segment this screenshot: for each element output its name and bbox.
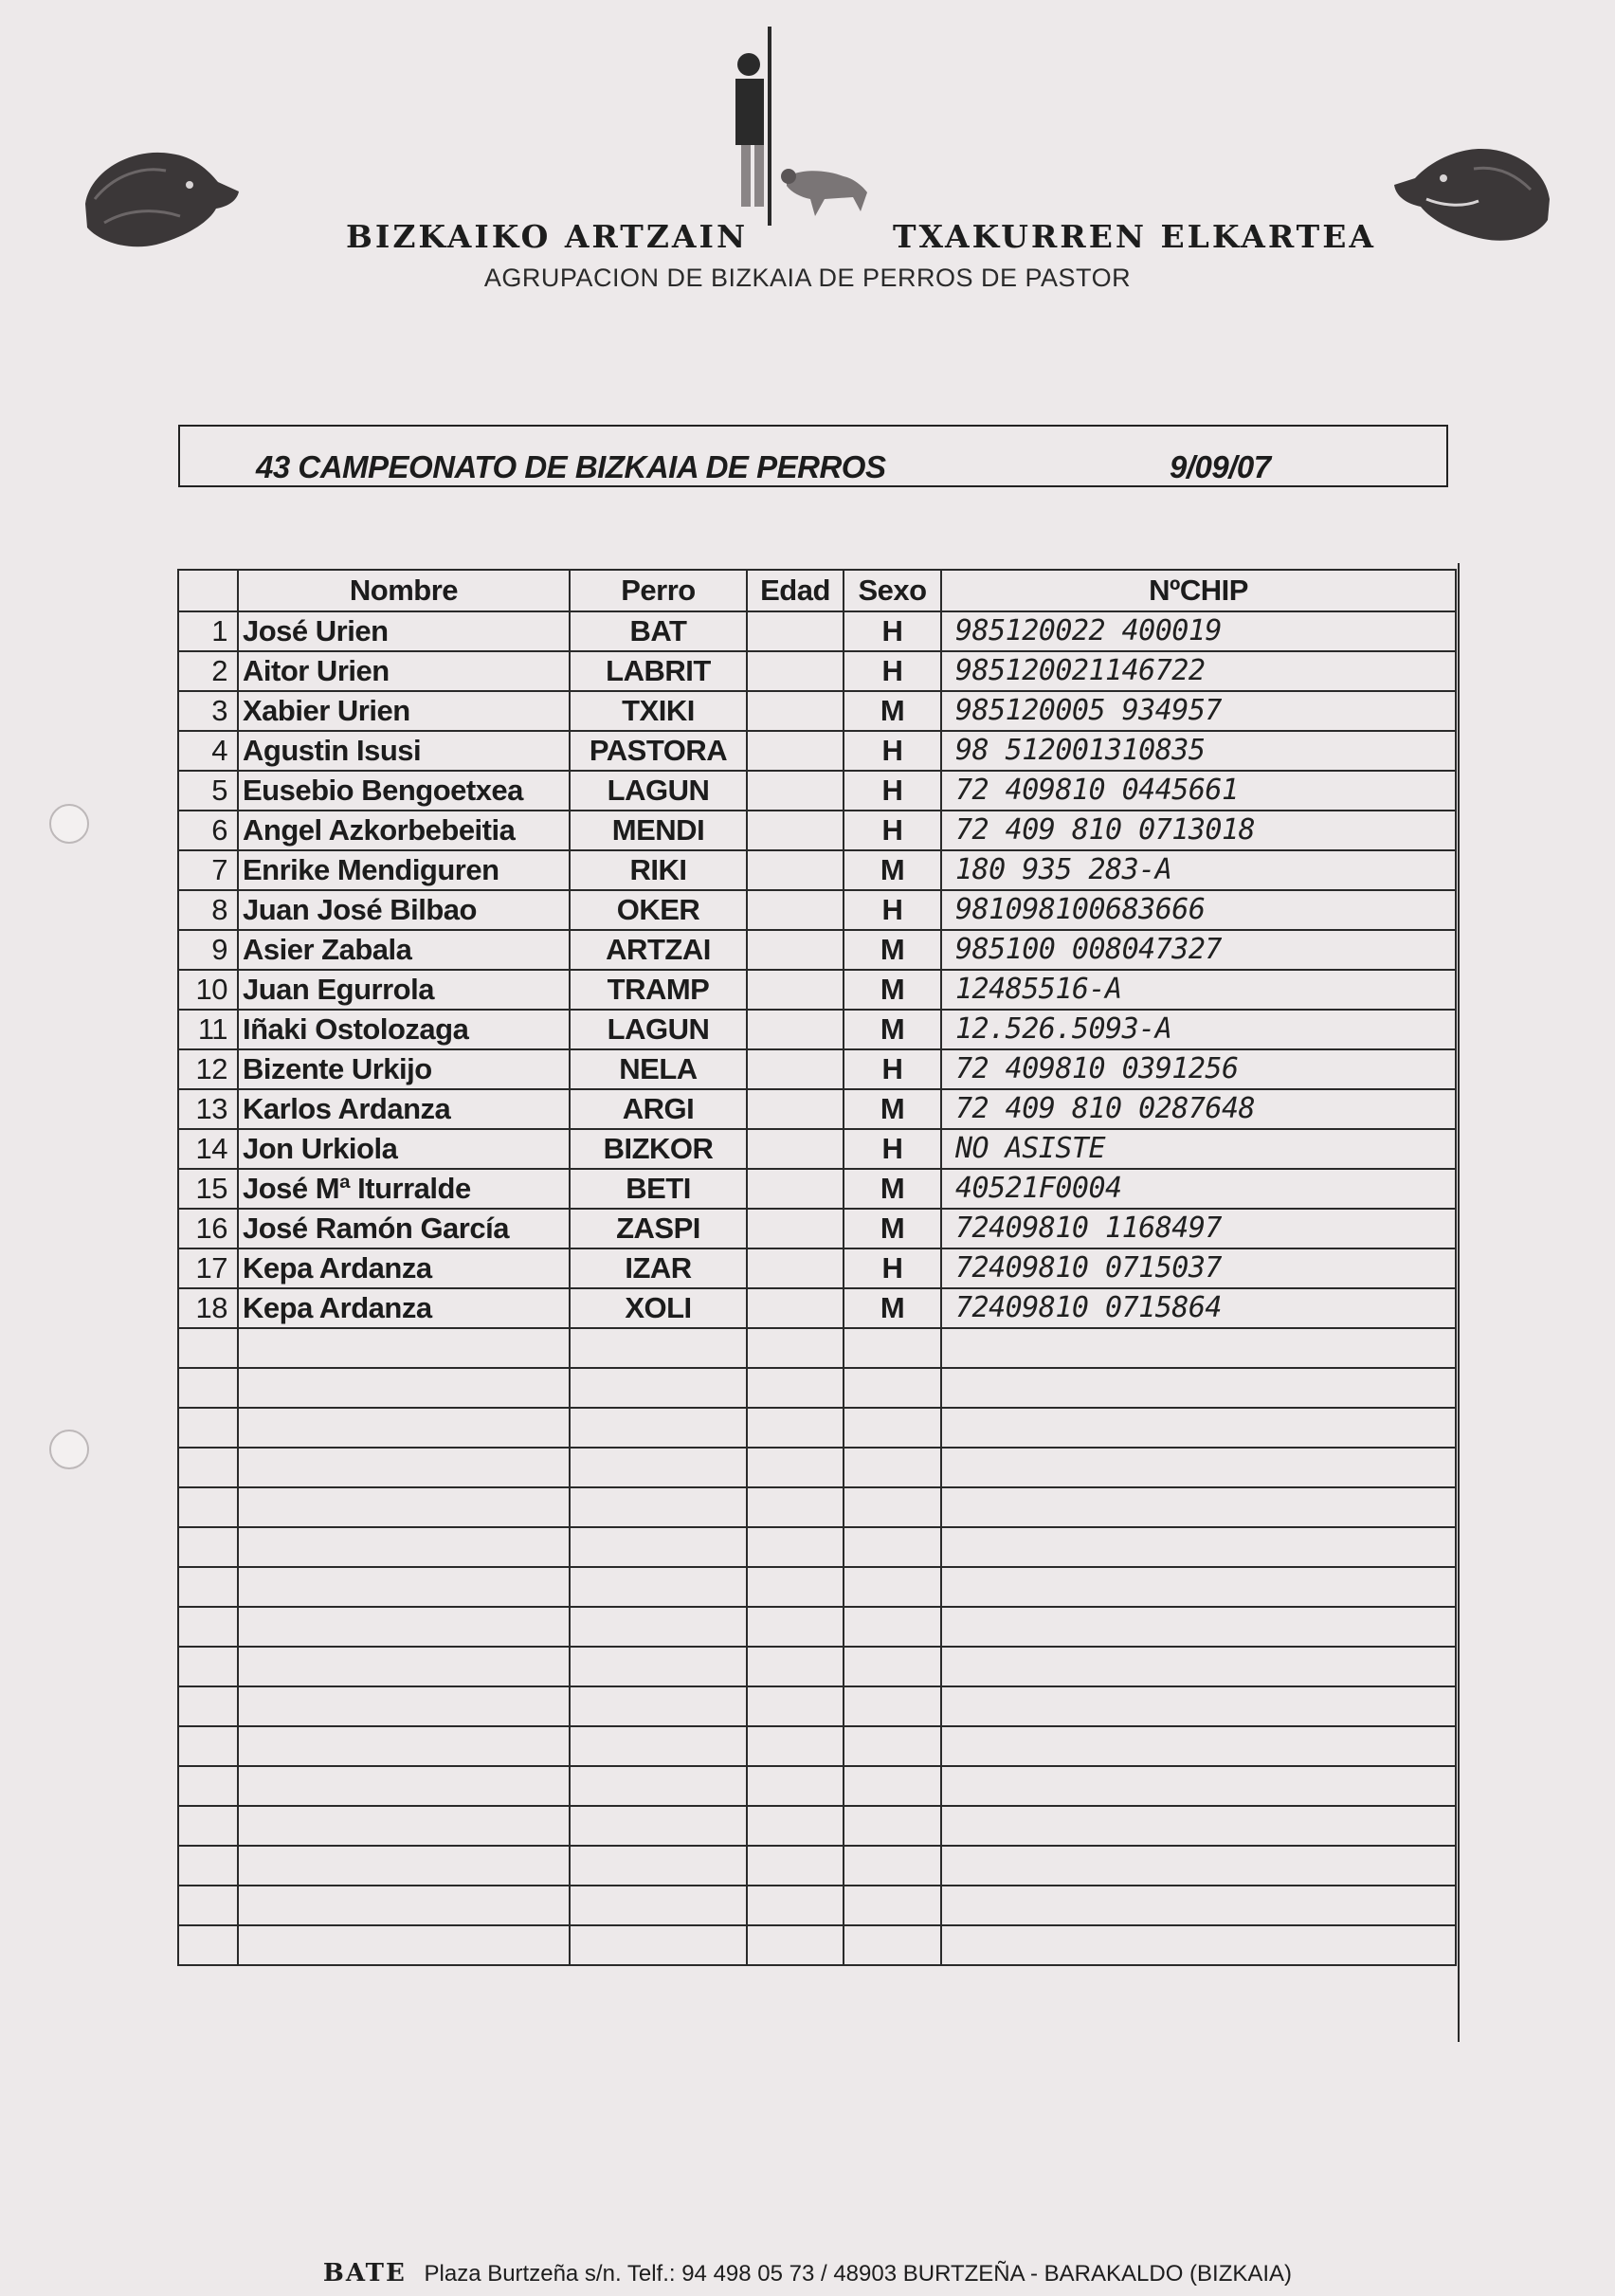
empty-cell — [570, 1647, 747, 1686]
row-chip: 985100 008047327 — [941, 930, 1456, 970]
empty-table-row — [178, 1567, 1456, 1607]
empty-cell — [570, 1607, 747, 1647]
row-nombre: José Urien — [238, 611, 570, 651]
empty-cell — [941, 1328, 1456, 1368]
row-edad — [747, 691, 844, 731]
empty-cell — [747, 1328, 844, 1368]
empty-table-row — [178, 1726, 1456, 1766]
empty-cell — [570, 1726, 747, 1766]
empty-cell — [844, 1726, 941, 1766]
table-row — [178, 1248, 1456, 1288]
row-nombre: Asier Zabala — [238, 930, 570, 970]
empty-cell — [747, 1527, 844, 1567]
row-perro: ARGI — [570, 1089, 747, 1129]
row-nombre: Eusebio Bengoetxea — [238, 771, 570, 811]
empty-cell — [238, 1686, 570, 1726]
row-chip: 72 409810 0445661 — [941, 771, 1456, 811]
row-chip: 985120005 934957 — [941, 691, 1456, 731]
row-nombre: Karlos Ardanza — [238, 1089, 570, 1129]
empty-cell — [570, 1487, 747, 1527]
empty-cell — [178, 1527, 238, 1567]
row-chip: 985120022 400019 — [941, 611, 1456, 651]
table-row — [178, 1209, 1456, 1248]
row-number: 17 — [178, 1248, 238, 1288]
empty-cell — [570, 1766, 747, 1806]
header-chip: NºCHIP — [941, 570, 1456, 611]
table-row — [178, 850, 1456, 890]
empty-cell — [238, 1726, 570, 1766]
empty-cell — [844, 1925, 941, 1965]
empty-table-row — [178, 1647, 1456, 1686]
row-nombre: Enrike Mendiguren — [238, 850, 570, 890]
row-edad — [747, 1129, 844, 1169]
row-nombre: Kepa Ardanza — [238, 1288, 570, 1328]
empty-cell — [844, 1846, 941, 1886]
row-nombre: José Mª Iturralde — [238, 1169, 570, 1209]
row-number: 3 — [178, 691, 238, 731]
empty-cell — [570, 1328, 747, 1368]
empty-cell — [747, 1408, 844, 1448]
empty-cell — [941, 1686, 1456, 1726]
row-edad — [747, 611, 844, 651]
table-header-row — [178, 570, 1456, 611]
footer — [0, 2259, 1615, 2287]
empty-cell — [178, 1686, 238, 1726]
table-row — [178, 930, 1456, 970]
row-chip: 985120021146722 — [941, 651, 1456, 691]
empty-cell — [844, 1607, 941, 1647]
empty-cell — [747, 1487, 844, 1527]
row-sexo: M — [844, 691, 941, 731]
row-number: 18 — [178, 1288, 238, 1328]
row-edad — [747, 771, 844, 811]
row-sexo: H — [844, 1129, 941, 1169]
empty-cell — [941, 1607, 1456, 1647]
row-edad — [747, 1049, 844, 1089]
table-row — [178, 970, 1456, 1010]
row-nombre: Aitor Urien — [238, 651, 570, 691]
empty-cell — [747, 1368, 844, 1408]
empty-cell — [570, 1527, 747, 1567]
empty-cell — [178, 1607, 238, 1647]
empty-table-row — [178, 1925, 1456, 1965]
row-sexo: H — [844, 651, 941, 691]
empty-cell — [178, 1886, 238, 1925]
table-row — [178, 771, 1456, 811]
dog-head-right-illustration — [1388, 133, 1559, 246]
row-edad — [747, 731, 844, 771]
row-nombre: Jon Urkiola — [238, 1129, 570, 1169]
empty-cell — [941, 1925, 1456, 1965]
empty-cell — [178, 1766, 238, 1806]
empty-cell — [747, 1925, 844, 1965]
row-number: 2 — [178, 651, 238, 691]
table-row — [178, 1169, 1456, 1209]
row-number: 7 — [178, 850, 238, 890]
empty-cell — [238, 1925, 570, 1965]
empty-cell — [238, 1448, 570, 1487]
row-edad — [747, 930, 844, 970]
table-row — [178, 811, 1456, 850]
row-nombre: Juan Egurrola — [238, 970, 570, 1010]
row-chip: 72 409 810 0713018 — [941, 811, 1456, 850]
row-nombre: Angel Azkorbebeitia — [238, 811, 570, 850]
empty-cell — [844, 1766, 941, 1806]
row-perro: OKER — [570, 890, 747, 930]
table-row — [178, 691, 1456, 731]
event-date: 9/09/07 — [1170, 449, 1271, 484]
row-edad — [747, 1169, 844, 1209]
row-chip: 72409810 0715864 — [941, 1288, 1456, 1328]
empty-cell — [178, 1846, 238, 1886]
row-number: 14 — [178, 1129, 238, 1169]
empty-cell — [570, 1925, 747, 1965]
empty-cell — [941, 1527, 1456, 1567]
empty-cell — [570, 1567, 747, 1607]
empty-cell — [844, 1806, 941, 1846]
empty-cell — [844, 1487, 941, 1527]
row-nombre: Kepa Ardanza — [238, 1248, 570, 1288]
row-perro: TRAMP — [570, 970, 747, 1010]
empty-cell — [178, 1806, 238, 1846]
row-perro: PASTORA — [570, 731, 747, 771]
table-row — [178, 1089, 1456, 1129]
empty-table-row — [178, 1886, 1456, 1925]
row-edad — [747, 651, 844, 691]
row-sexo: M — [844, 1209, 941, 1248]
empty-cell — [941, 1806, 1456, 1846]
empty-table-row — [178, 1328, 1456, 1368]
row-nombre: Iñaki Ostolozaga — [238, 1010, 570, 1049]
row-number: 6 — [178, 811, 238, 850]
empty-cell — [178, 1328, 238, 1368]
footer-address: Plaza Burtzeña s/n. Telf.: 94 498 05 73 / 48903 BURTZEÑA - BARAKALDO (BIZKAIA) — [424, 2261, 1293, 2287]
empty-cell — [570, 1806, 747, 1846]
empty-cell — [941, 1487, 1456, 1527]
row-chip: 40521F0004 — [941, 1169, 1456, 1209]
row-chip: 72 409 810 0287648 — [941, 1089, 1456, 1129]
row-chip: 180 935 283-A — [941, 850, 1456, 890]
row-chip: NO ASISTE — [941, 1129, 1456, 1169]
row-nombre: Xabier Urien — [238, 691, 570, 731]
empty-cell — [238, 1806, 570, 1846]
empty-cell — [747, 1686, 844, 1726]
binder-hole-bottom — [49, 1430, 89, 1469]
row-number: 15 — [178, 1169, 238, 1209]
dog-head-left-illustration — [76, 133, 242, 256]
row-sexo: M — [844, 970, 941, 1010]
row-chip: 981098100683666 — [941, 890, 1456, 930]
row-sexo: H — [844, 771, 941, 811]
row-sexo: H — [844, 611, 941, 651]
row-edad — [747, 970, 844, 1010]
empty-cell — [178, 1567, 238, 1607]
empty-cell — [238, 1368, 570, 1408]
row-perro: LABRIT — [570, 651, 747, 691]
empty-cell — [238, 1527, 570, 1567]
table-row — [178, 890, 1456, 930]
row-perro: ZASPI — [570, 1209, 747, 1248]
row-sexo: H — [844, 890, 941, 930]
empty-cell — [844, 1328, 941, 1368]
row-edad — [747, 1288, 844, 1328]
row-nombre: Juan José Bilbao — [238, 890, 570, 930]
empty-cell — [844, 1567, 941, 1607]
empty-table-row — [178, 1368, 1456, 1408]
row-sexo: M — [844, 1288, 941, 1328]
brand-name-left: BIZKAIKO ARTZAIN — [346, 218, 749, 255]
brand-name-right: TXAKURREN ELKARTEA — [893, 218, 1376, 255]
empty-cell — [844, 1448, 941, 1487]
table-row — [178, 1010, 1456, 1049]
row-number: 12 — [178, 1049, 238, 1089]
table-row — [178, 731, 1456, 771]
empty-cell — [844, 1368, 941, 1408]
row-number: 1 — [178, 611, 238, 651]
empty-cell — [747, 1766, 844, 1806]
empty-table-row — [178, 1686, 1456, 1726]
empty-cell — [570, 1686, 747, 1726]
empty-cell — [178, 1925, 238, 1965]
empty-cell — [747, 1846, 844, 1886]
empty-cell — [941, 1846, 1456, 1886]
row-number: 5 — [178, 771, 238, 811]
row-sexo: H — [844, 1049, 941, 1089]
row-chip: 72409810 0715037 — [941, 1248, 1456, 1288]
empty-cell — [178, 1408, 238, 1448]
empty-cell — [941, 1448, 1456, 1487]
row-sexo: M — [844, 850, 941, 890]
event-title-box — [178, 425, 1448, 487]
row-perro: XOLI — [570, 1288, 747, 1328]
empty-cell — [570, 1408, 747, 1448]
table-row — [178, 1129, 1456, 1169]
row-perro: BIZKOR — [570, 1129, 747, 1169]
row-chip: 72 409810 0391256 — [941, 1049, 1456, 1089]
row-edad — [747, 890, 844, 930]
row-sexo: M — [844, 930, 941, 970]
empty-cell — [238, 1647, 570, 1686]
event-title: 43 CAMPEONATO DE BIZKAIA DE PERROS — [256, 449, 886, 484]
empty-table-row — [178, 1448, 1456, 1487]
empty-table-row — [178, 1527, 1456, 1567]
binder-hole-top — [49, 804, 89, 844]
table-row — [178, 611, 1456, 651]
empty-cell — [238, 1766, 570, 1806]
empty-cell — [570, 1368, 747, 1408]
row-chip: 12485516-A — [941, 970, 1456, 1010]
row-perro: LAGUN — [570, 771, 747, 811]
table-row — [178, 651, 1456, 691]
table-row — [178, 1049, 1456, 1089]
empty-table-row — [178, 1487, 1456, 1527]
row-perro: MENDI — [570, 811, 747, 850]
table-body — [178, 611, 1456, 1965]
row-edad — [747, 850, 844, 890]
footer-logo: BATE — [322, 2259, 407, 2287]
empty-cell — [941, 1408, 1456, 1448]
header-edad: Edad — [747, 570, 844, 611]
row-nombre: José Ramón García — [238, 1209, 570, 1248]
shepherd-and-dog-logo — [720, 27, 881, 240]
empty-cell — [178, 1726, 238, 1766]
empty-cell — [238, 1487, 570, 1527]
empty-cell — [941, 1886, 1456, 1925]
row-number: 9 — [178, 930, 238, 970]
empty-cell — [747, 1726, 844, 1766]
empty-table-row — [178, 1806, 1456, 1846]
row-number: 16 — [178, 1209, 238, 1248]
row-perro: BETI — [570, 1169, 747, 1209]
row-perro: RIKI — [570, 850, 747, 890]
row-chip: 12.526.5093-A — [941, 1010, 1456, 1049]
empty-cell — [178, 1368, 238, 1408]
empty-cell — [941, 1647, 1456, 1686]
row-chip: 98 512001310835 — [941, 731, 1456, 771]
row-number: 8 — [178, 890, 238, 930]
empty-cell — [844, 1886, 941, 1925]
empty-cell — [844, 1527, 941, 1567]
empty-cell — [238, 1846, 570, 1886]
empty-cell — [747, 1886, 844, 1925]
empty-cell — [747, 1448, 844, 1487]
empty-cell — [747, 1607, 844, 1647]
empty-cell — [941, 1368, 1456, 1408]
empty-cell — [570, 1448, 747, 1487]
empty-cell — [238, 1328, 570, 1368]
empty-cell — [844, 1408, 941, 1448]
row-edad — [747, 1089, 844, 1129]
empty-cell — [178, 1487, 238, 1527]
row-perro: IZAR — [570, 1248, 747, 1288]
empty-cell — [941, 1766, 1456, 1806]
row-nombre: Bizente Urkijo — [238, 1049, 570, 1089]
empty-cell — [178, 1448, 238, 1487]
row-sexo: H — [844, 1248, 941, 1288]
row-edad — [747, 811, 844, 850]
row-number: 13 — [178, 1089, 238, 1129]
empty-cell — [570, 1846, 747, 1886]
empty-table-row — [178, 1408, 1456, 1448]
row-perro: NELA — [570, 1049, 747, 1089]
row-perro: BAT — [570, 611, 747, 651]
participants-table — [177, 569, 1457, 1966]
row-perro: TXIKI — [570, 691, 747, 731]
empty-cell — [747, 1567, 844, 1607]
empty-cell — [844, 1647, 941, 1686]
header-nombre: Nombre — [238, 570, 570, 611]
row-sexo: H — [844, 811, 941, 850]
empty-cell — [844, 1686, 941, 1726]
empty-cell — [238, 1567, 570, 1607]
row-perro: ARTZAI — [570, 930, 747, 970]
empty-cell — [941, 1726, 1456, 1766]
empty-cell — [238, 1607, 570, 1647]
empty-table-row — [178, 1846, 1456, 1886]
row-number: 10 — [178, 970, 238, 1010]
row-edad — [747, 1248, 844, 1288]
row-number: 4 — [178, 731, 238, 771]
header-perro: Perro — [570, 570, 747, 611]
empty-cell — [238, 1408, 570, 1448]
row-sexo: M — [844, 1010, 941, 1049]
row-sexo: H — [844, 731, 941, 771]
header-sexo: Sexo — [844, 570, 941, 611]
table-row — [178, 1288, 1456, 1328]
row-perro: LAGUN — [570, 1010, 747, 1049]
empty-cell — [941, 1567, 1456, 1607]
table-right-margin-line — [1458, 563, 1460, 2042]
empty-cell — [238, 1886, 570, 1925]
association-subtitle: AGRUPACION DE BIZKAIA DE PERROS DE PASTOR — [483, 264, 1132, 292]
row-edad — [747, 1010, 844, 1049]
empty-cell — [747, 1647, 844, 1686]
row-edad — [747, 1209, 844, 1248]
empty-cell — [747, 1806, 844, 1846]
row-sexo: M — [844, 1089, 941, 1129]
empty-cell — [570, 1886, 747, 1925]
row-number: 11 — [178, 1010, 238, 1049]
row-sexo: M — [844, 1169, 941, 1209]
header-number — [178, 570, 238, 611]
empty-table-row — [178, 1607, 1456, 1647]
empty-cell — [178, 1647, 238, 1686]
row-nombre: Agustin Isusi — [238, 731, 570, 771]
row-chip: 72409810 1168497 — [941, 1209, 1456, 1248]
empty-table-row — [178, 1766, 1456, 1806]
